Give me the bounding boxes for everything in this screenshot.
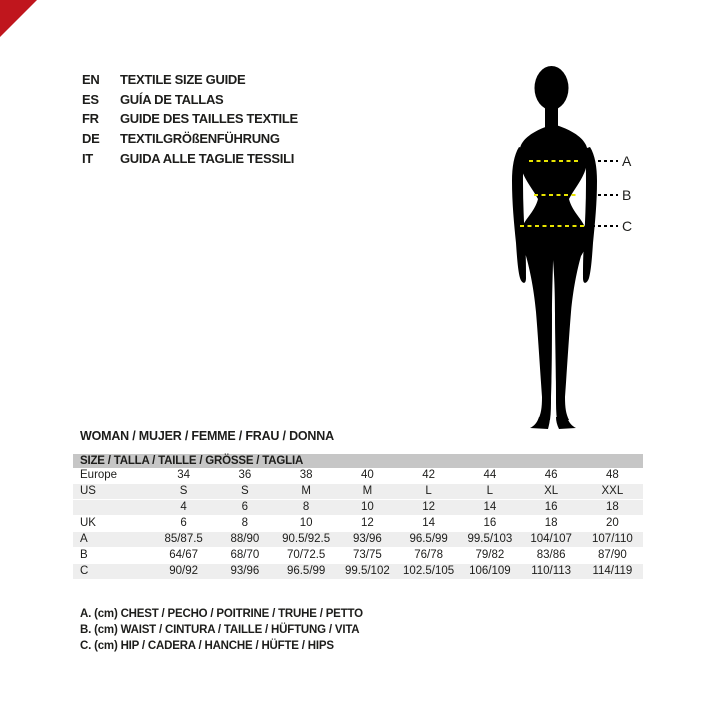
size-cell: 68/70 (230, 549, 260, 561)
size-cell: 93/96 (230, 565, 260, 577)
language-code: IT (82, 150, 93, 166)
table-row (73, 500, 643, 516)
table-row (73, 548, 643, 564)
waist-dash-line (534, 194, 579, 196)
size-cell: 90.5/92.5 (282, 533, 331, 545)
size-cell: 6 (180, 517, 187, 529)
size-cell: 48 (605, 469, 619, 481)
size-cell: M (362, 485, 373, 497)
size-cell: L (486, 485, 494, 497)
size-cell: 40 (360, 469, 374, 481)
language-code: EN (82, 72, 100, 87)
table-row (73, 564, 643, 580)
measure-label-b: B (622, 187, 632, 203)
table-row (73, 516, 643, 532)
size-cell: 96.5/99 (286, 565, 326, 577)
table-row (73, 532, 643, 548)
size-cell: S (179, 485, 188, 497)
table-row (73, 468, 643, 484)
row-label (73, 500, 153, 515)
size-cell: 73/75 (352, 549, 382, 561)
language-guide (82, 70, 298, 168)
language-row (82, 90, 298, 110)
size-cell: 79/82 (475, 549, 505, 561)
size-cell: XL (544, 485, 559, 497)
language-label: TEXTILGRÖßENFÜHRUNG (120, 131, 280, 147)
measure-note: C. (cm) HIP / CADERA / HANCHE / HÜFTE / HIPS (80, 640, 334, 652)
size-cell: L (425, 485, 432, 497)
measure-note: B. (cm) WAIST / CINTURA / TAILLE / HÜFTUNG / VITA (80, 624, 360, 636)
size-cell: 38 (299, 469, 313, 481)
row-label: C (80, 565, 89, 577)
size-cell: 10 (360, 501, 374, 513)
size-cell: 44 (483, 469, 497, 481)
size-cell: 99.5/103 (467, 533, 513, 545)
size-cell: 96.5/99 (409, 533, 448, 545)
row-label: B (80, 549, 88, 561)
chest-dash-line (529, 160, 581, 162)
size-cell: 42 (422, 469, 436, 481)
hip-pointer-line (592, 225, 618, 227)
size-cell: 106/109 (469, 565, 511, 577)
size-cell: 83/86 (536, 549, 566, 561)
size-cell: 34 (177, 469, 191, 481)
size-cell: 4 (180, 501, 187, 513)
size-cell: 10 (299, 517, 313, 529)
size-table-header: SIZE / TALLA / TAILLE / GRÖSSE / TAGLIA (73, 454, 643, 468)
size-cell: 99.5/102 (344, 565, 390, 577)
size-cell: 76/78 (414, 549, 444, 561)
size-cell: 18 (544, 517, 558, 529)
size-cell: 87/90 (597, 549, 627, 561)
language-row (82, 109, 298, 129)
gender-heading: WOMAN / MUJER / FEMME / FRAU / DONNA (80, 429, 334, 443)
size-cell: 107/110 (592, 533, 633, 545)
row-label: A (80, 533, 88, 545)
size-cell: 90/92 (169, 565, 199, 577)
language-code: DE (82, 131, 100, 147)
measure-label-a: A (622, 153, 632, 169)
hip-dash-line (520, 225, 584, 227)
size-cell: 6 (241, 501, 249, 513)
woman-silhouette (505, 63, 615, 431)
language-code: FR (82, 111, 99, 127)
language-label: GUIDA ALLE TAGLIE TESSILI (120, 150, 295, 166)
size-cell: 88/90 (230, 533, 260, 545)
size-cell: 12 (360, 517, 374, 529)
language-label: GUIDE DES TAILLES TEXTILE (120, 111, 298, 127)
row-label: US (80, 485, 96, 497)
silhouette-left-foot (530, 417, 550, 429)
size-cell: 16 (483, 517, 497, 529)
size-cell: 114/119 (592, 565, 633, 577)
language-code: ES (82, 91, 99, 107)
silhouette-right-foot (556, 417, 576, 429)
language-label: GUÍA DE TALLAS (120, 91, 224, 107)
size-cell: 36 (238, 469, 252, 481)
size-cell: 85/87.5 (164, 533, 203, 545)
size-cell: 64/67 (169, 549, 199, 561)
size-cell: 12 (422, 501, 436, 513)
silhouette-torso-legs (519, 125, 588, 420)
size-cell: 14 (483, 501, 497, 513)
measure-notes (80, 606, 363, 654)
size-cell: 104/107 (530, 533, 572, 545)
size-cell: 8 (302, 501, 310, 513)
size-cell: 102.5/105 (403, 565, 455, 577)
language-label: TEXTILE SIZE GUIDE (120, 72, 246, 87)
waist-pointer-line (592, 194, 618, 196)
size-cell: 46 (544, 469, 558, 481)
row-label: Europe (80, 469, 118, 481)
measure-note: A. (cm) CHEST / PECHO / POITRINE / TRUHE / PETTO (80, 608, 363, 620)
size-cell: XXL (601, 485, 624, 497)
size-cell: 20 (605, 517, 619, 529)
size-cell: 70/72.5 (286, 549, 326, 561)
size-cell: 18 (605, 501, 619, 513)
size-table (73, 454, 643, 580)
table-row (73, 484, 643, 500)
row-label: UK (80, 517, 96, 529)
size-cell: 93/96 (352, 533, 382, 545)
size-cell: 8 (241, 517, 249, 529)
corner-ribbon (0, 0, 37, 37)
size-cell: 14 (422, 517, 436, 529)
language-row (82, 70, 298, 90)
size-cell: 110/113 (531, 565, 572, 577)
size-table-body (73, 468, 643, 580)
size-cell: S (241, 485, 249, 497)
size-cell: 16 (544, 501, 558, 513)
language-row (82, 129, 298, 149)
chest-pointer-line (592, 160, 618, 162)
language-row (82, 149, 298, 169)
size-cell: M (301, 485, 311, 497)
measure-label-c: C (622, 218, 633, 234)
